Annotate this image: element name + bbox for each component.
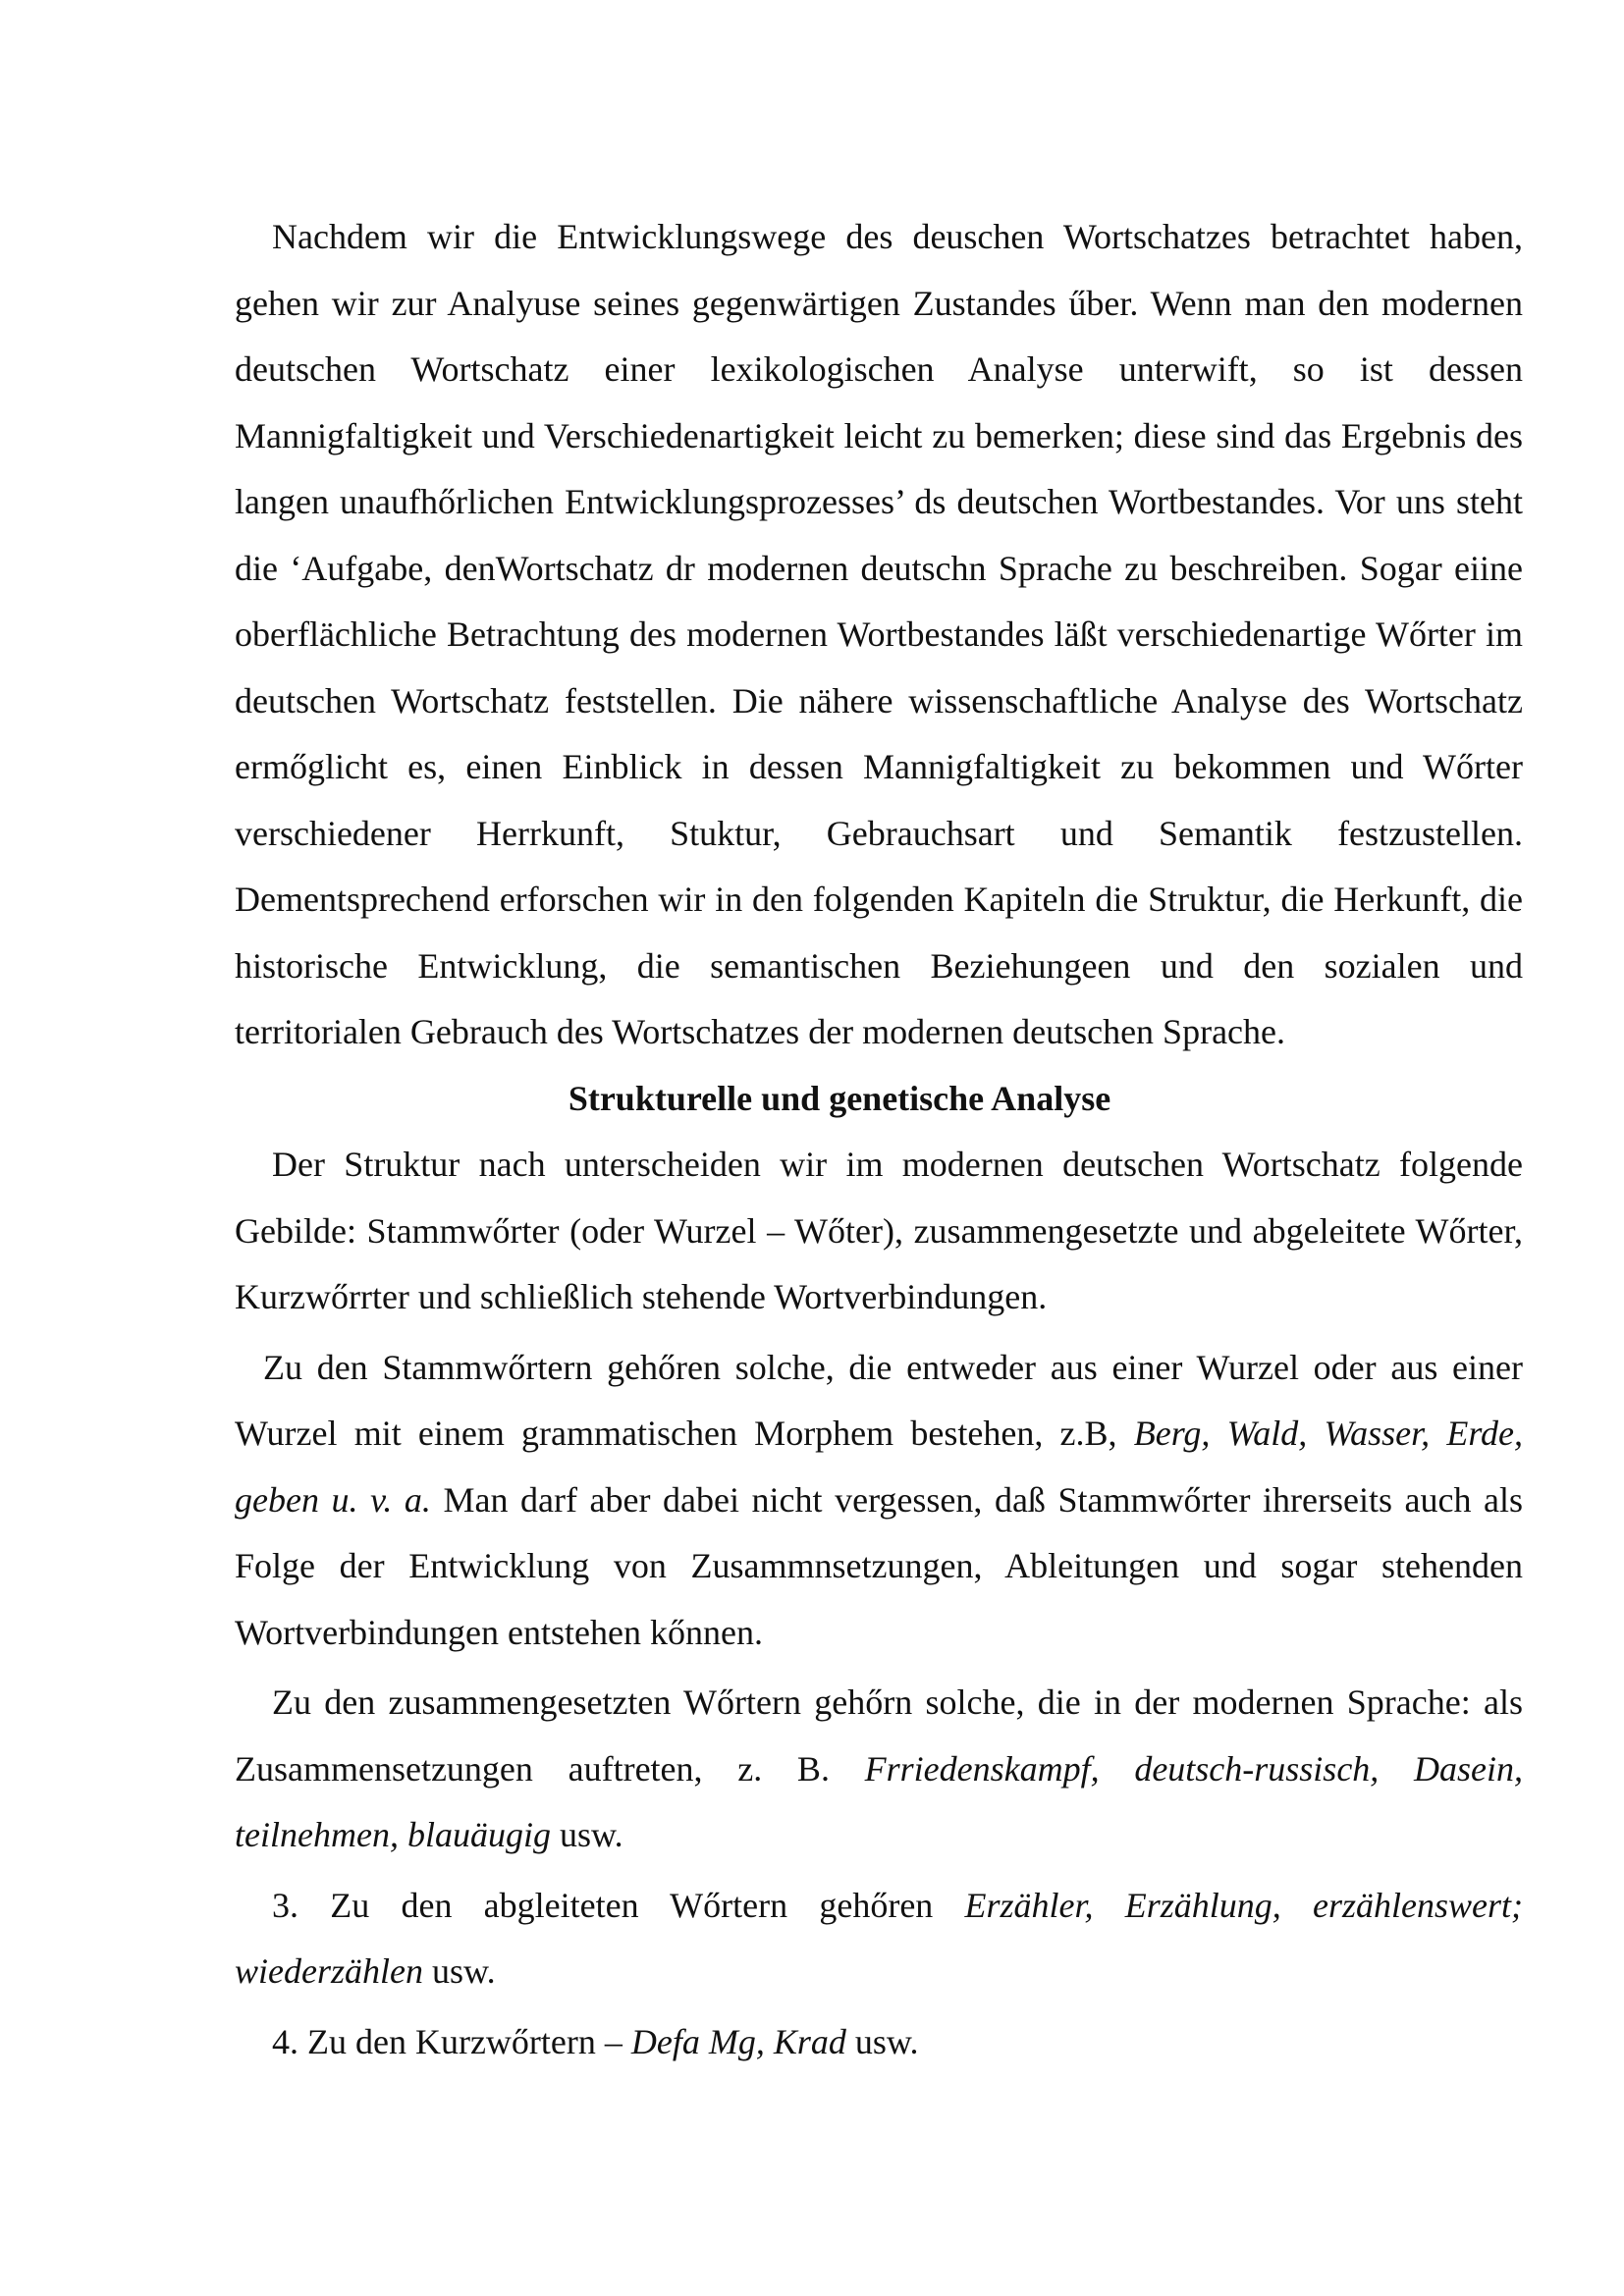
abgeleitete-rest: usw. [422,1951,496,1991]
zusammengesetzte-examples: Frriedenskampf, deutsch-russisch, Dasein, teilnehmen, blauäugig [235,1748,1523,1854]
abgeleitete-paragraph [235,1873,1523,2005]
structure-paragraph: Der Struktur nach unterscheiden wir im modernen deutschen Wortschatz folgende Gebilde: Stammwőrter (oder Wurzel – Wőter), zusammengesetzte und abgeleitete Wőrter, Kurzwőrrter und schließlich stehende Wortverbindungen. [235,1145,1523,1316]
zusammengesetzte-rest: usw. [550,1815,623,1854]
stammwoerter-text: Zu den Stammwőrtern gehőren solche, die entweder aus einer Wurzel oder aus einer Wurzel mit einem grammatischen Morphem bestehen, z.B, [235,1347,1523,1453]
intro-paragraph: Nachdem wir die Entwicklungswege des deuschen Wortschatzes betrachtet haben, gehen wir zur Analyuse seines gegenwärtigen Zustandes űber. Wenn man den modernen deutschen Wortschatz einer lexikologischen Analyse unterwift, so ist dessen Mannigfaltigkeit und Verschiedenartigkeit leicht zu bemerken; diese sind das Ergebnis des langen unaufhőrlichen Entwicklungsprozesses’ ds deutschen Wortbestandes. Vor uns steht die ‘Aufgabe, denWortschatz dr modernen deutschn Sprache zu beschreiben. Sogar eiine oberflächliche Betrachtung des modernen Wortbestandes läßt verschiedenartige Wőrter im deutschen Wortschatz feststellen. Die nähere wissenschaftliche Analyse des Wortschatz ermőglicht es, einen Einblick in dessen Mannigfaltigkeit zu bekommen und Wőrter verschiedener Herrkunft, Stuktur, Gebrauchsart und Semantik festzustellen. Dementsprechend erforschen wir in den folgenden Kapiteln die Struktur, die Herkunft, die historische Entwicklung, die semantischen Beziehungeen und den sozialen und territorialen Gebrauch des Wortschatzes der modernen deutschen Sprache. [235,217,1523,1051]
stammwoerter-paragraph [235,1335,1523,1667]
kurzwoerter-paragraph [235,2009,1523,2076]
kurzwoerter-rest: usw. [845,2021,919,2061]
stammwoerter-rest: Man darf aber dabei nicht vergessen, daß Stammwőrter ihrerseits auch als Folge der Entwicklung von Zusammnsetzungen, Ableitungen und sogar stehenden Wortverbindungen entstehen kőnnen. [235,1479,1524,1652]
kurzwoerter-examples: Defa Mg, Krad [630,2021,846,2061]
kurzwoerter-text: 4. Zu den Kurzwőrtern – [272,2021,631,2061]
section-heading: Strukturelle und genetische Analyse [568,1078,1111,1118]
document-page [235,204,1523,2075]
abgeleitete-text: 3. Zu den abgleiteten Wőrtern gehőren [272,1885,965,1925]
zusammengesetzte-paragraph [235,1670,1523,1869]
stammwoerter-examples: Berg, Wald, Wasser, Erde, geben u. v. a. [235,1414,1523,1520]
zusammengesetzte-text: Zu den zusammengesetzten Wőrtern gehőrn solche, die in der modernen Sprache: als Zusammensetzungen auftreten, z. B. [235,1682,1523,1789]
abgeleitete-examples: Erzähler, Erzählung, erzählenswert; wiederzählen [235,1885,1523,1991]
